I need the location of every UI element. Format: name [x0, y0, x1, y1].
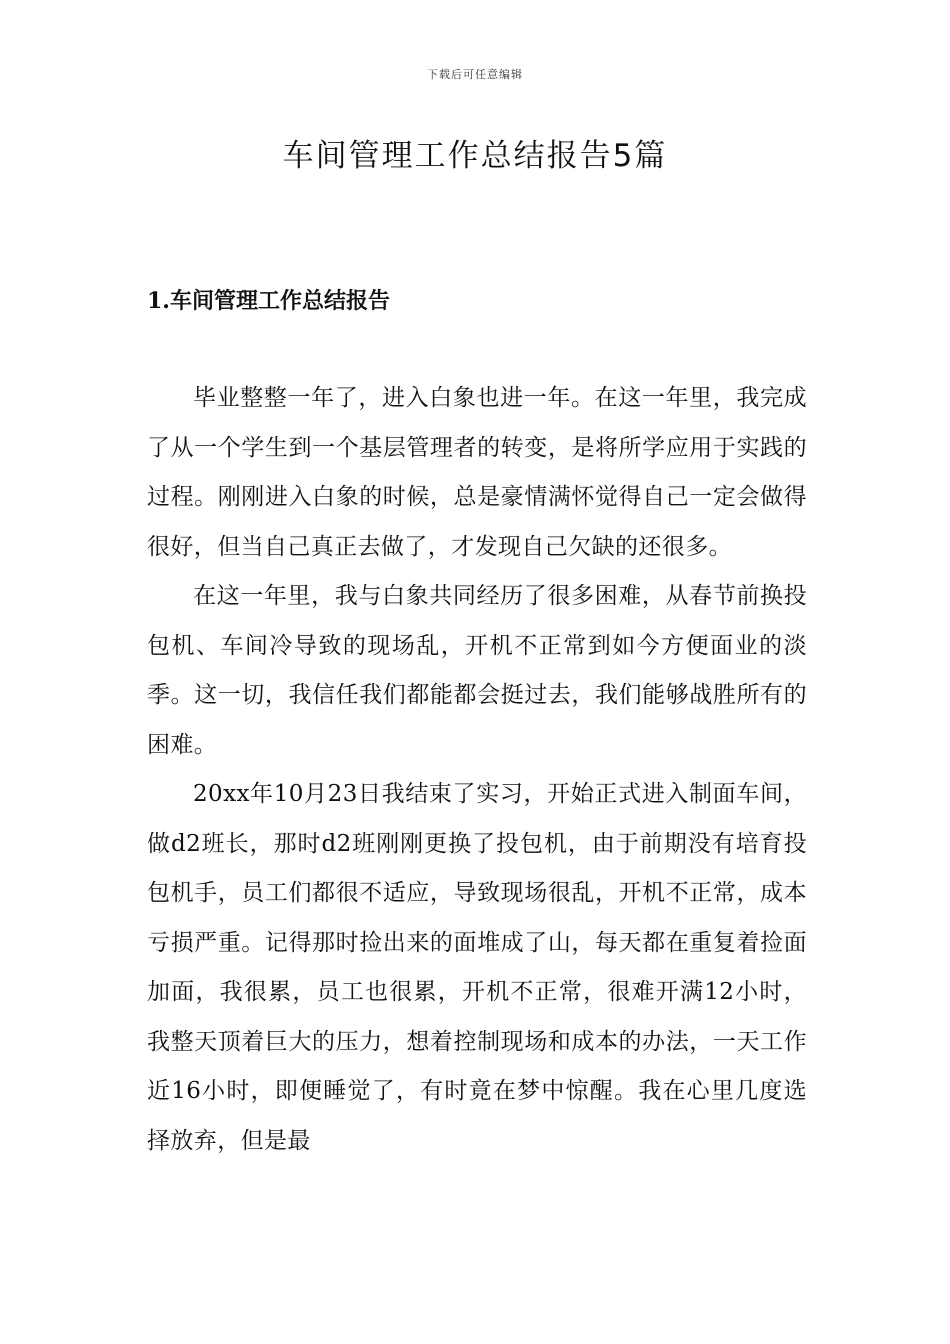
section-heading: 1.车间管理工作总结报告 [147, 288, 390, 314]
header-note: 下载后可任意编辑 [427, 68, 523, 81]
body-paragraph-3: 20xx年10月23日我结束了实习，开始正式进入制面车间，做d2班长，那时d2班刚刚更换了投包机，由于前期没有培育投包机手，员工们都很不适应，导致现场很乱，开机不正常，成本亏损严重。记得那时捡出来的面堆成了山，每天都在重复着捡面加面，我很累，员工也很累，开机不正常，很难开满12小时，我整天顶着巨大的压力，想着控制现场和成本的办法，一天工作近16小时，即便睡觉了，有时竟在梦中惊醒。我在心里几度选择放弃，但是最 [147, 781, 807, 1154]
document-title: 车间管理工作总结报告5篇 [282, 138, 668, 174]
document-body [147, 374, 807, 1166]
body-paragraph-2: 在这一年里，我与白象共同经历了很多困难，从春节前换投包机、车间冷导致的现场乱，开机不正常到如今方便面业的淡季。这一切，我信任我们都能都会挺过去，我们能够战胜所有的困难。 [147, 583, 807, 758]
body-paragraph-1: 毕业整整一年了，进入白象也进一年。在这一年里，我完成了从一个学生到一个基层管理者的转变，是将所学应用于实践的过程。刚刚进入白象的时候，总是豪情满怀觉得自己一定会做得很好，但当自己真正去做了，才发现自己欠缺的还很多。 [147, 385, 807, 560]
